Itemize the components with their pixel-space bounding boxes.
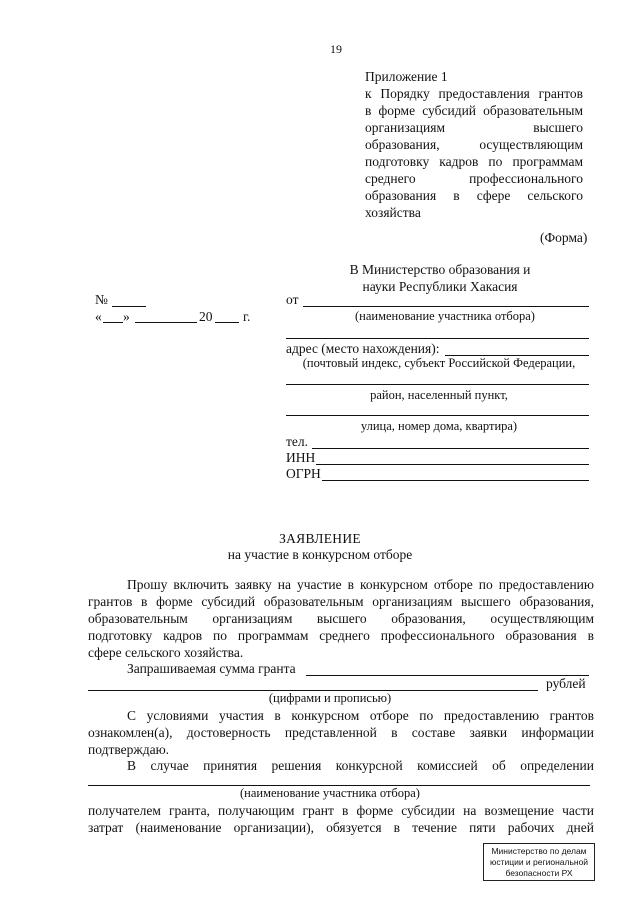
appendix-line: подготовку кадров по программам: [365, 154, 583, 169]
address-caption-1: (почтовый индекс, субъект Российской Федерации,: [302, 356, 576, 370]
paragraph-line: ознакомлен(а), достоверность представленной в составе заявки информации: [88, 725, 594, 740]
inn-label: ИНН: [286, 450, 316, 465]
ogrn-input-line[interactable]: [322, 480, 589, 481]
statement-title: ЗАЯВЛЕНИЕ: [279, 531, 361, 546]
appendix-line: среднего профессионального: [365, 171, 583, 186]
paragraph-line: подготовку кадров по программам среднего профессионального образования в: [88, 628, 594, 643]
date-day-line[interactable]: [103, 322, 123, 323]
applicant-name-line[interactable]: [303, 306, 589, 307]
applicant-name-line-2[interactable]: [286, 338, 589, 339]
address-line-3[interactable]: [286, 415, 589, 416]
applicant-name-caption: (наименование участника отбора): [355, 309, 535, 323]
rubles-label: рублей: [546, 676, 586, 691]
ogrn-label: ОГРН: [286, 466, 321, 481]
paragraph-line: подтверждаю.: [88, 742, 170, 757]
paragraph-line: грантов в форме субсидий образовательным организациям высшего образования,: [88, 594, 594, 609]
participant-name-caption: (наименование участника отбора): [240, 786, 420, 800]
stamp-line: юстиции и региональной: [489, 857, 589, 867]
appendix-line: образования, осуществляющим: [365, 137, 583, 152]
inn-input-line[interactable]: [316, 464, 589, 465]
tel-label: тел.: [286, 434, 309, 449]
address-caption-2: район, населенный пункт,: [370, 388, 508, 402]
appendix-line: к Порядку предоставления грантов: [365, 86, 583, 101]
statement-subtitle: на участие в конкурсном отборе: [227, 547, 413, 562]
address-caption-3: улица, номер дома, квартира): [360, 419, 518, 433]
date-year-suffix: г.: [243, 309, 251, 324]
date-year-line[interactable]: [215, 322, 239, 323]
appendix-line: организациям высшего: [365, 120, 583, 135]
appendix-line: хозяйства: [365, 205, 421, 220]
form-label: (Форма): [540, 230, 588, 245]
stamp-line: безопасности РХ: [505, 868, 573, 878]
addressee-line1: В Министерство образования и: [349, 262, 531, 277]
address-label: адрес (место нахождения):: [286, 341, 440, 356]
number-line[interactable]: [112, 306, 146, 307]
appendix-line: образования в сфере сельского: [365, 188, 583, 203]
paragraph-line: В случае принятия решения конкурсной комиссией об определении: [127, 758, 594, 773]
paragraph-line: Прошу включить заявку на участие в конкурсном отборе по предоставлению: [127, 577, 594, 592]
appendix-line: в форме субсидий образовательным: [365, 103, 583, 118]
appendix-title: Приложение 1: [365, 69, 448, 84]
addressee-line2: науки Республики Хакасия: [362, 279, 518, 294]
paragraph-line: получателем гранта, получающим грант в форме субсидии на возмещение части: [88, 803, 594, 818]
stamp-line: Министерство по делам: [491, 846, 587, 856]
grant-amount-caption: (цифрами и прописью): [268, 691, 392, 705]
paragraph-line: затрат (наименование организации), обязуется в течение пяти рабочих дней: [88, 820, 594, 835]
address-line-2[interactable]: [286, 384, 589, 385]
date-open-quote: «: [95, 309, 102, 324]
from-label: от: [286, 292, 299, 307]
paragraph-line: сфере сельского хозяйства.: [88, 645, 244, 660]
registration-stamp: [483, 843, 595, 881]
date-month-line[interactable]: [135, 322, 197, 323]
date-year-prefix: 20: [199, 309, 213, 324]
tel-input-line[interactable]: [312, 448, 589, 449]
grant-amount-label: Запрашиваемая сумма гранта: [127, 661, 296, 676]
paragraph-line: образовательным организациям высшего образования, осуществляющим: [88, 611, 594, 626]
page-number: 19: [330, 42, 342, 56]
number-label: №: [95, 292, 108, 307]
paragraph-line: С условиями участия в конкурсном отборе по предоставлению грантов: [127, 708, 594, 723]
date-close-quote: »: [123, 309, 130, 324]
